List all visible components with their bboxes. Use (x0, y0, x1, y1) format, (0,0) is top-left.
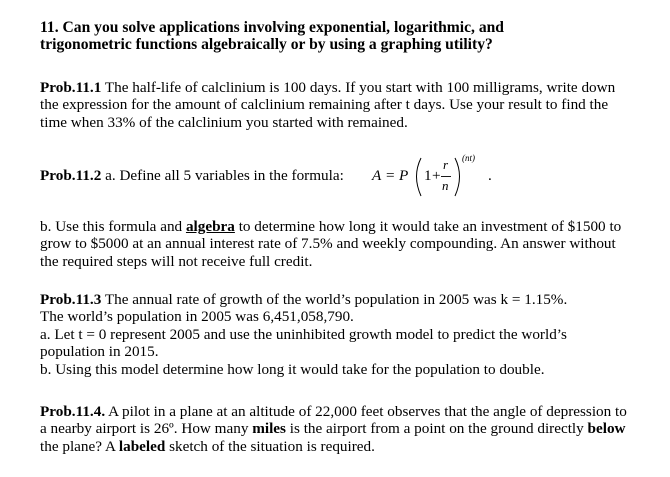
part-b-text-1: b. Use this formula and (40, 218, 186, 235)
problem-text-3: the plane? A (40, 437, 119, 455)
formula-equals: = (386, 167, 395, 184)
problem-label: Prob.11.1 (40, 79, 102, 96)
problem-11-1 (40, 79, 630, 131)
problem-11-3-line-1 (40, 291, 630, 308)
problem-label: Prob.11.4. (40, 403, 106, 420)
problem-11-3-item-b: b. Using this model determine how long it would take for the population to double. (40, 360, 545, 378)
miles-emphasis: miles (252, 420, 286, 438)
formula-A: A (372, 167, 382, 184)
problem-text-4: sketch of the situation is required. (165, 437, 375, 455)
formula-n: n (442, 178, 449, 193)
section-heading (40, 19, 630, 54)
heading-line-2: trigonometric functions algebraically or by using a graphing utility? (40, 36, 493, 54)
formula-r: r (443, 157, 449, 172)
problem-11-3 (40, 291, 630, 378)
problem-11-4 (40, 403, 630, 455)
formula-exponent: (nt) (462, 153, 475, 163)
formula-P: P (399, 167, 409, 184)
formula-period: . (488, 167, 492, 184)
problem-text-1: A pilot in a plane at an altitude of 22,000 feet observes that the angle of depression to a nearby airport is 26º. How many (40, 403, 627, 438)
part-b-text-2: to determine how long it would take an investment of $1500 to grow to $5000 at an annual interest rate of 7.5% and weekly compounding. An answer without the required steps will not receive full credit. (40, 218, 622, 270)
problem-text: The annual rate of growth of the world’s population in 2005 was k = 1.15%. (101, 291, 568, 308)
problem-label: Prob.11.3 (40, 291, 102, 308)
problem-text-2: is the airport from a point on the ground directly (285, 420, 588, 438)
below-emphasis: below (587, 420, 626, 438)
part-a-text: a. Define all 5 variables in the formula: (101, 167, 344, 184)
compound-interest-formula (371, 153, 511, 198)
part-a-text-line (40, 167, 344, 184)
algebra-emphasis: algebra (185, 218, 235, 235)
problem-11-3-item-a: a. Let t = 0 represent 2005 and use the uninhibited growth model to predict the world’s population in 2015. (40, 325, 567, 361)
formula-parens-and-fraction-bar (371, 158, 511, 198)
formula-one: 1 (424, 167, 432, 184)
problem-11-3-line-2: The world’s population in 2005 was 6,451,058,790. (40, 308, 354, 326)
problem-11-2-part-b (40, 218, 630, 270)
labeled-emphasis: labeled (118, 437, 166, 455)
problem-text: The half-life of calclinium is 100 days. If you start with 100 milligrams, write down the expression for the amount of calclinium remaining after t days. Use your result to find the time when 33% of the calclinium you started with remained. (40, 79, 616, 131)
formula-plus: + (432, 167, 441, 184)
heading-line-1: 11. Can you solve applications involving exponential, logarithmic, and (40, 19, 504, 36)
problem-label: Prob.11.2 (40, 167, 102, 184)
problem-11-2-part-a (40, 153, 630, 198)
